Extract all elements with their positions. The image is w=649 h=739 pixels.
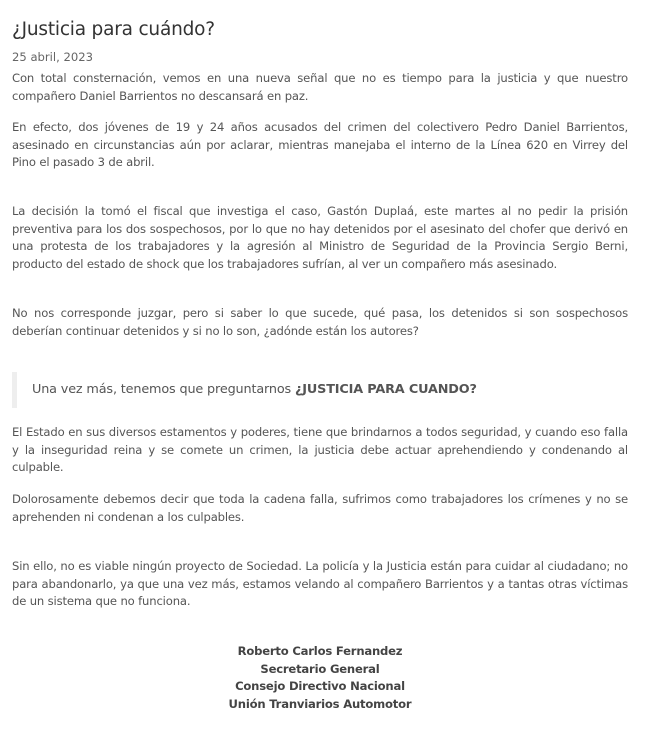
paragraph-2: En efecto, dos jóvenes de 19 y 24 años acusados del crimen del colectivero Pedro Daniel Barrientos, asesinado en circunstancias aún por aclarar, mientras manejaba el interno de la Línea 620 en Virrey del Pino el pasado 3 de abril. bbox=[12, 120, 628, 170]
signature-block bbox=[12, 643, 628, 713]
blockquote-text: Una vez más, tenemos que preguntarnos bbox=[32, 382, 295, 397]
article-date: 25 abril, 2023 bbox=[12, 50, 93, 64]
signature-organization: Unión Tranviarios Automotor bbox=[228, 696, 412, 711]
paragraph-3: La decisión la tomó el fiscal que investiga el caso, Gastón Duplaá, este martes al no pedir la prisión preventiva para los dos sospechosos, por lo que no hay detenidos por el asesinato del chofer que derivó en una protesta de los trabajadores y la agresión al Ministro de Seguridad de la Provincia Sergio Berni, producto del estado de shock que los trabajadores sufrían, al ver un compañero más asesinado. bbox=[12, 204, 628, 272]
signature-body: Consejo Directivo Nacional bbox=[235, 679, 405, 694]
paragraph-7: Sin ello, no es viable ningún proyecto de Sociedad. La policía y la Justicia están para cuidar al ciudadano; no para abandonarlo, ya que una vez más, estamos velando al compañero Barrientos y a tantas otras víctimas de un sistema que no funciona. bbox=[12, 559, 628, 609]
blockquote bbox=[12, 372, 628, 408]
paragraph-5: El Estado en sus diversos estamentos y poderes, tiene que brindarnos a todos seguridad, y cuando eso falla y la inseguridad reina y se comete un crimen, la justicia debe actuar aprehendiendo y condenando al culpable. bbox=[12, 425, 628, 475]
article-title: ¿Justicia para cuándo? bbox=[12, 19, 215, 40]
blockquote-emphasis: ¿JUSTICIA PARA CUANDO? bbox=[295, 382, 477, 397]
signature-name: Roberto Carlos Fernandez bbox=[237, 644, 403, 658]
paragraph-6: Dolorosamente debemos decir que toda la cadena falla, sufrimos como trabajadores los crímenes y no se aprehenden ni condenan a los culpables. bbox=[12, 492, 628, 524]
paragraph-4: No nos corresponde juzgar, pero si saber lo que sucede, qué pasa, los detenidos si son sospechosos deberían continuar detenidos y si no lo son, ¿adónde están los autores? bbox=[12, 306, 628, 338]
paragraph-1: Con total consternación, vemos en una nueva señal que no es tiempo para la justicia y que nuestro compañero Daniel Barrientos no descansará en paz. bbox=[12, 71, 628, 103]
signature-role: Secretario General bbox=[260, 661, 380, 676]
